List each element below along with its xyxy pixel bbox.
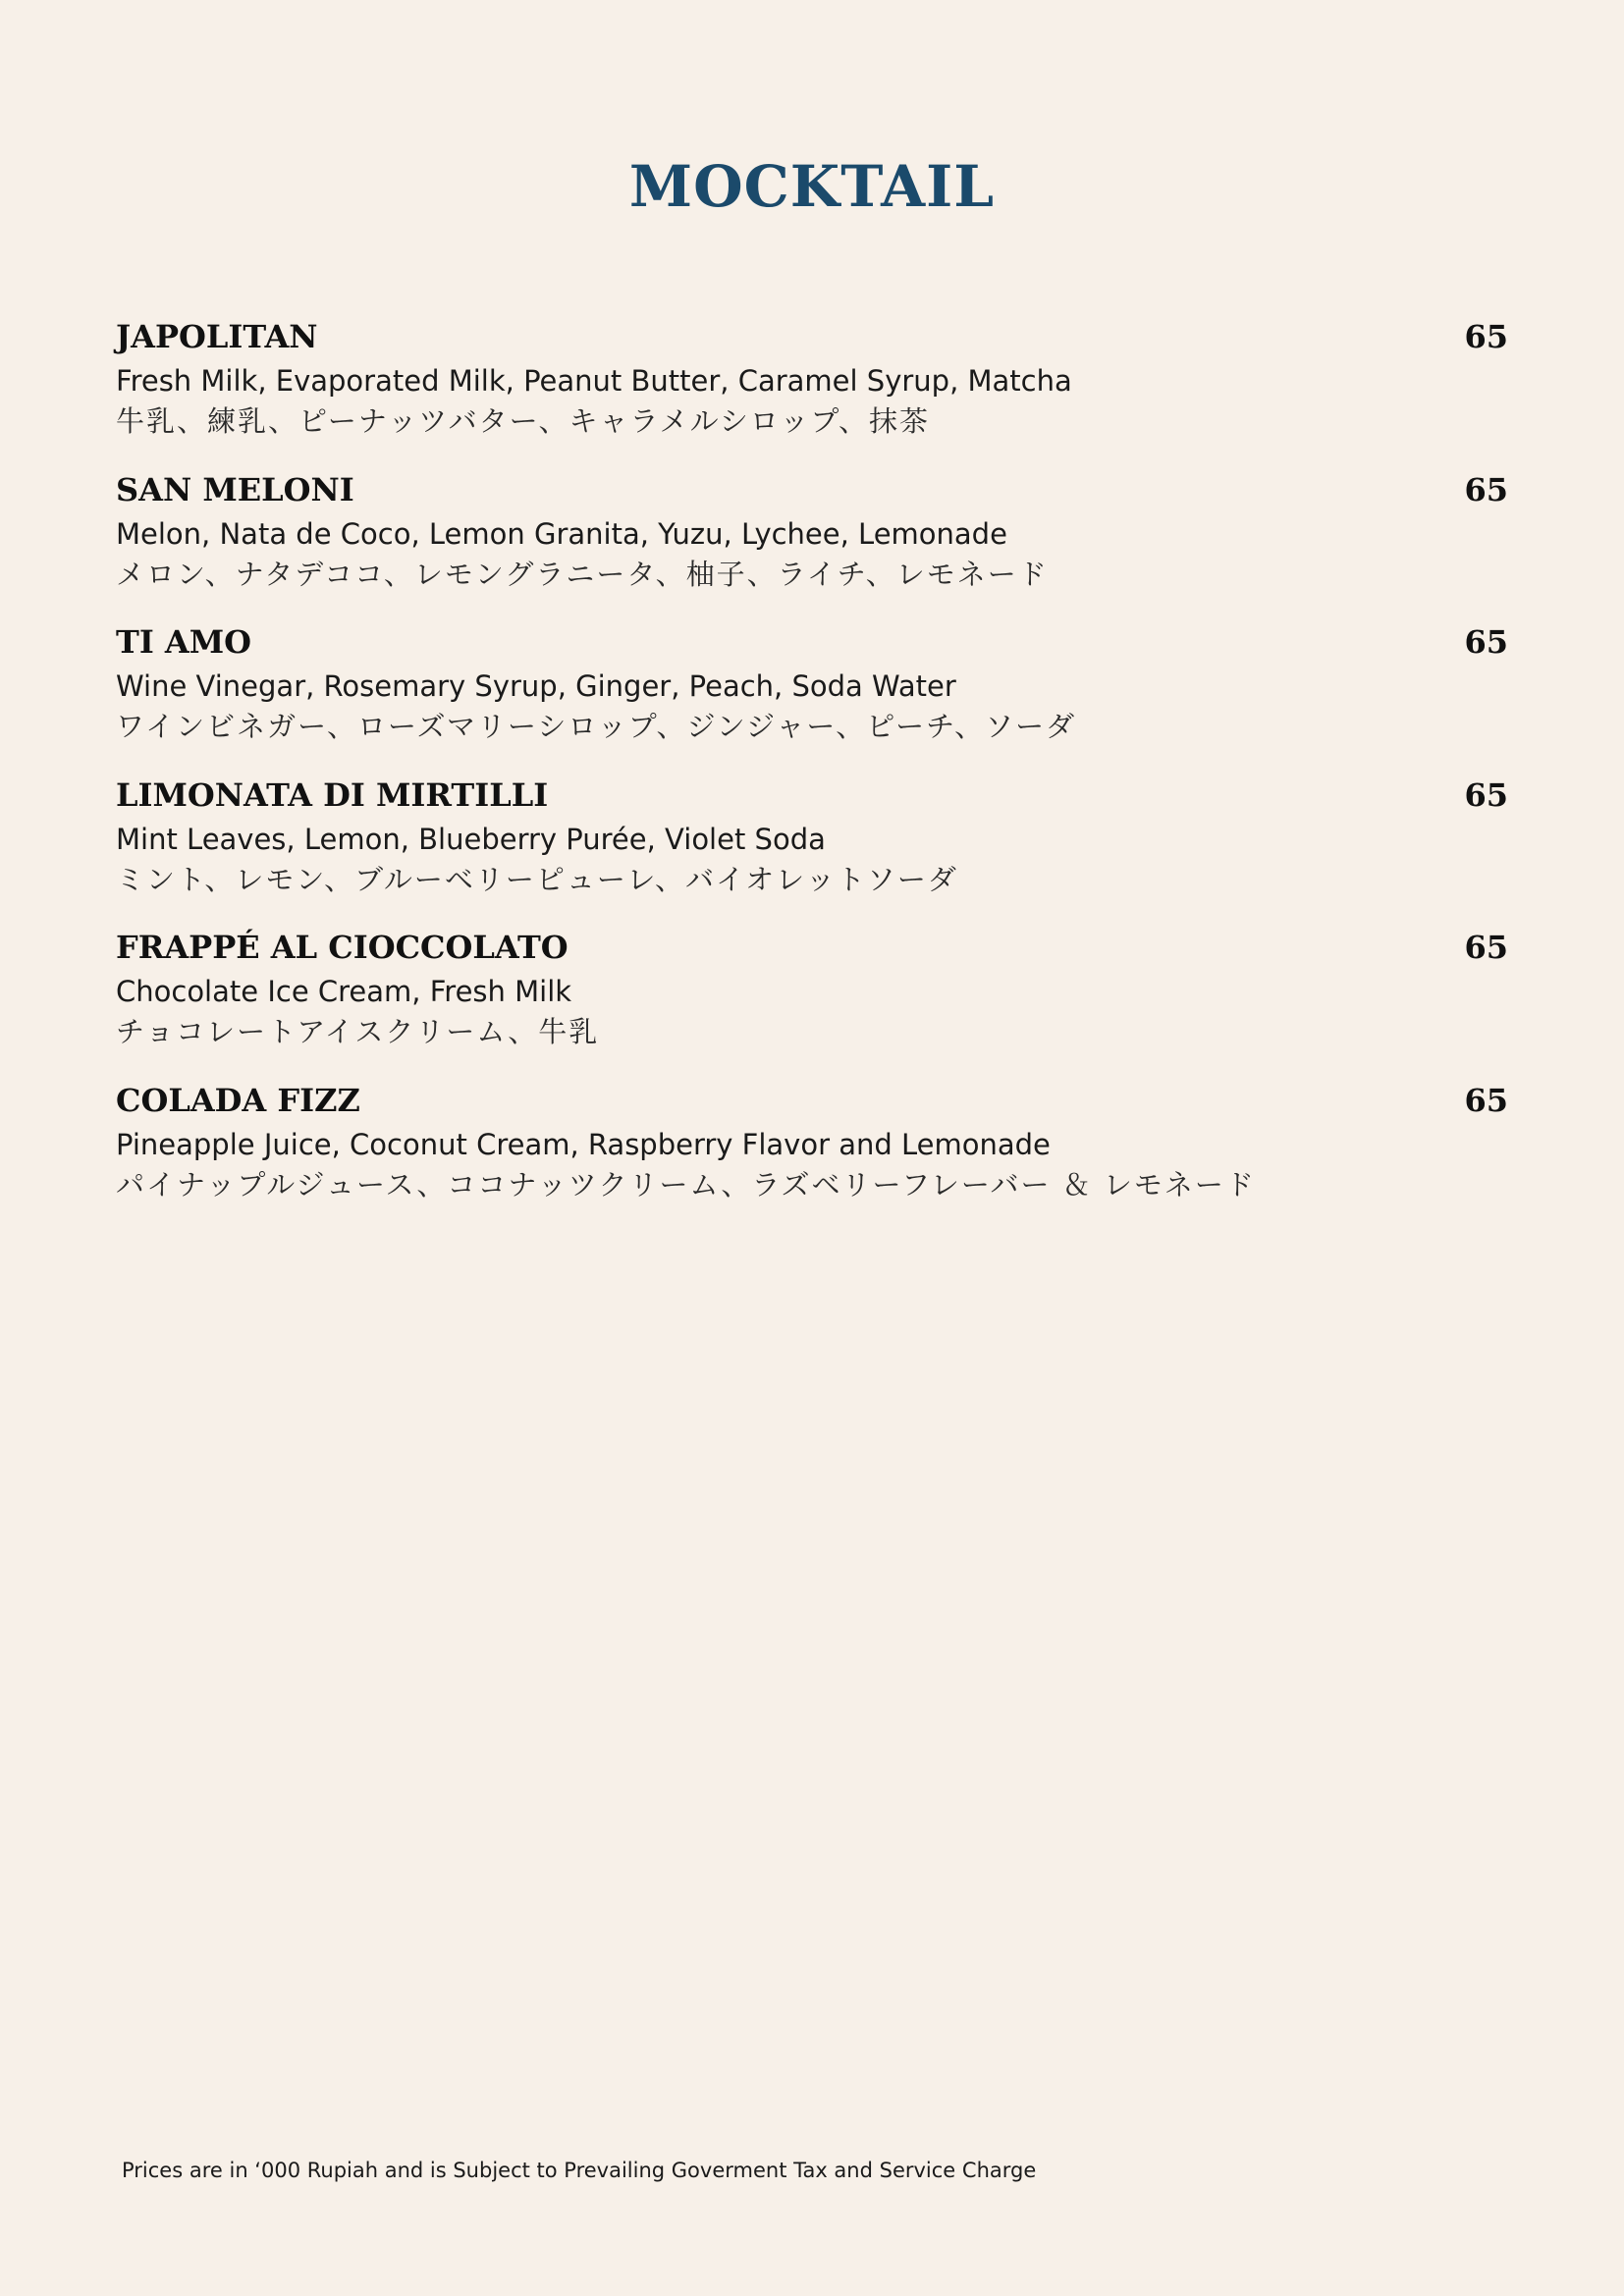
item-description-japanese: パイナップルジュース、ココナッツクリーム、ラズベリーフレーバー ＆ レモネード <box>116 1167 1256 1201</box>
item-price: 65 <box>1464 929 1508 967</box>
item-description-english: Chocolate Ice Cream, Fresh Milk <box>116 975 572 1009</box>
item-description-japanese: チョコレートアイスクリーム、牛乳 <box>116 1015 600 1049</box>
item-description-japanese: メロン、ナタデココ、レモングラニータ、柚子、ライチ、レモネード <box>116 557 1049 591</box>
item-description-english: Wine Vinegar, Rosemary Syrup, Ginger, Peach, Soda Water <box>116 669 956 704</box>
menu-item <box>116 465 1508 618</box>
menu-item <box>116 771 1508 924</box>
item-price: 65 <box>1464 470 1508 508</box>
menu-item <box>116 617 1508 771</box>
item-price: 65 <box>1464 775 1508 814</box>
item-description-japanese: ミント、レモン、ブルーベリーピューレ、バイオレットソーダ <box>116 862 958 896</box>
menu-item <box>116 923 1508 1076</box>
item-name: COLADA FIZZ <box>116 1081 360 1119</box>
item-description-english: Melon, Nata de Coco, Lemon Granita, Yuzu, Lychee, Lemonade <box>116 516 1007 551</box>
item-price: 65 <box>1464 1081 1508 1119</box>
page-title: MOCKTAIL <box>628 153 996 220</box>
item-price: 65 <box>1464 623 1508 662</box>
menu-item <box>116 312 1508 465</box>
menu-list <box>116 312 1508 1229</box>
item-price: 65 <box>1464 318 1508 355</box>
item-description-english: Mint Leaves, Lemon, Blueberry Purée, Violet Soda <box>116 822 826 856</box>
menu-item <box>116 1076 1508 1229</box>
item-description-english: Fresh Milk, Evaporated Milk, Peanut Butter, Caramel Syrup, Matcha <box>116 364 1072 398</box>
item-name: JAPOLITAN <box>116 318 318 355</box>
item-name: TI AMO <box>116 623 252 662</box>
item-description-japanese: 牛乳、練乳、ピーナッツバター、キャラメルシロップ、抹茶 <box>116 404 931 438</box>
item-name: SAN MELONI <box>116 470 354 508</box>
item-description-japanese: ワインビネガー、ローズマリーシロップ、ジンジャー、ピーチ、ソーダ <box>116 710 1077 744</box>
item-description-english: Pineapple Juice, Coconut Cream, Raspberry Flavor and Lemonade <box>116 1127 1051 1161</box>
item-name: FRAPPÉ AL CIOCCOLATO <box>116 929 568 967</box>
price-footnote: Prices are in ‘000 Rupiah and is Subject to Prevailing Goverment Tax and Service Charge <box>122 2159 1037 2182</box>
item-name: LIMONATA DI MIRTILLI <box>116 775 549 814</box>
